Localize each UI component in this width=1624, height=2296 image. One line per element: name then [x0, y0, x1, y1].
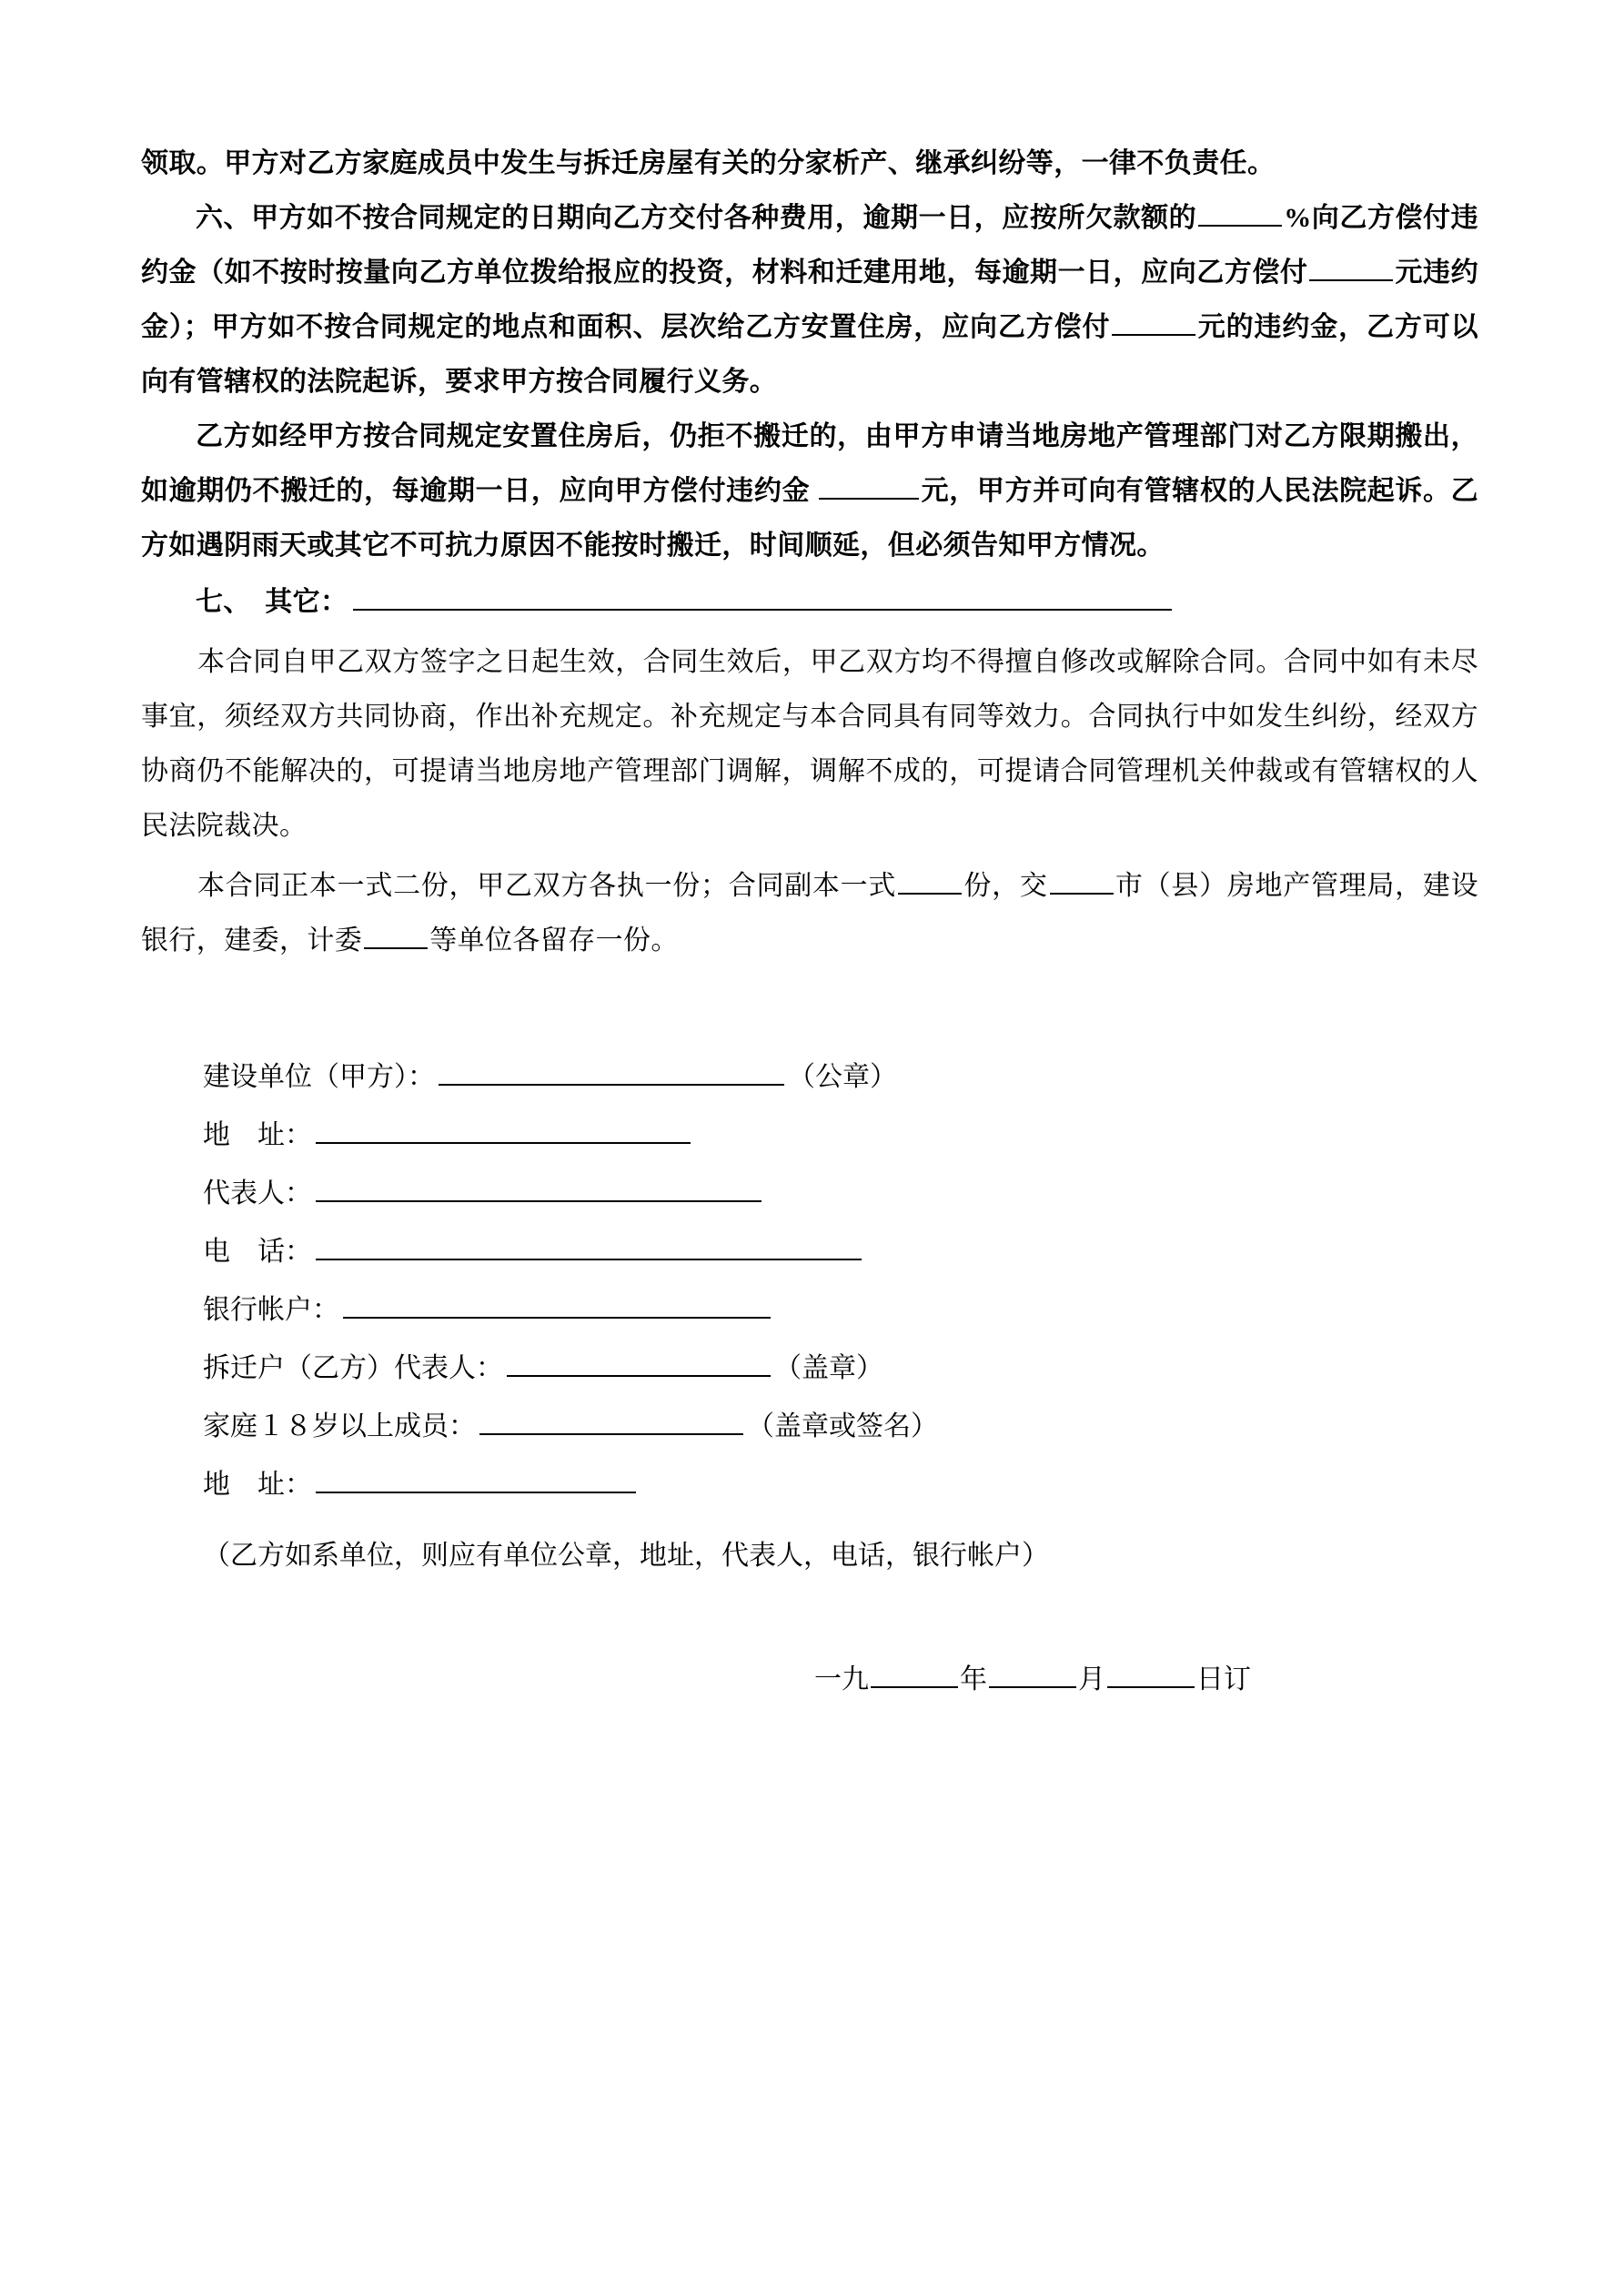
signature-suffix-yifang-rep: （盖章）	[774, 1353, 883, 1383]
date-line	[141, 1653, 1478, 1707]
signature-label-bank-account: 银行帐户：	[203, 1295, 339, 1325]
clause-six-blank-amount-2[interactable]	[1112, 307, 1195, 336]
paragraph-carryover	[141, 137, 1478, 191]
signature-label-phone: 电 话：	[203, 1237, 312, 1267]
signature-suffix-family-members: （盖章或签名）	[747, 1411, 938, 1441]
signature-label-address-2: 地 址：	[203, 1470, 312, 1500]
date-label-year: 年	[960, 1664, 987, 1694]
clause-seven-label: 七、 其它：	[196, 587, 348, 617]
signature-suffix-jiafang: （公章）	[788, 1062, 897, 1092]
signature-row-jiafang	[203, 1048, 1478, 1107]
signature-label-family-members: 家庭１８岁以上成员：	[203, 1411, 476, 1441]
signature-row-address-2	[203, 1456, 1478, 1514]
paragraph-effectiveness	[141, 635, 1478, 854]
signature-row-family-members	[203, 1398, 1478, 1456]
paragraph-effectiveness-text: 本合同自甲乙双方签字之日起生效，合同生效后，甲乙双方均不得擅自修改或解除合同。合同中如有未尽事宜，须经双方共同协商，作出补充规定。补充规定与本合同具有同等效力。合同执行中如发生纠纷，经双方协商仍不能解决的，可提请当地房地产管理部门调解，调解不成的，可提请合同管理机关仲裁或有管辖权的人民法院裁决。	[141, 647, 1478, 841]
yifang-seg-1: 乙方如经甲方按合同规定安置住房后，仍拒不搬迁的，由甲方申请当地房地产管理部门对乙方限期搬出，如逾期仍不搬迁的，每逾期一日，应向甲方偿付违约金	[141, 421, 1478, 506]
signature-block	[141, 1048, 1478, 1585]
date-label-month: 月	[1078, 1664, 1105, 1694]
signature-rule-yifang-rep[interactable]	[507, 1348, 771, 1377]
signature-row-phone	[203, 1223, 1478, 1281]
signature-rule-address-2[interactable]	[316, 1464, 636, 1493]
clause-six-seg-1: 六、甲方如不按合同规定的日期向乙方交付各种费用，逾期一日，应按所欠款额的	[196, 203, 1197, 233]
copies-seg-3: 市（县）房地产管理局，建设银行，建委，计委	[141, 871, 1479, 956]
clause-six-blank-percent[interactable]	[1198, 197, 1282, 227]
date-blank-month[interactable]	[989, 1659, 1076, 1688]
signature-rule-jiafang[interactable]	[439, 1057, 784, 1086]
paragraph-clause-seven	[141, 575, 1478, 630]
yifang-seg-2: 元，甲方并可向有管辖权的人民法院起诉。乙方如遇阴雨天或其它不可抗力原因不能按时搬迁，时间顺延，但必须告知甲方情况。	[141, 476, 1479, 561]
signature-rule-family-members[interactable]	[479, 1406, 743, 1435]
signature-rule-representative[interactable]	[316, 1173, 762, 1202]
signature-label-jiafang: 建设单位（甲方）：	[203, 1062, 435, 1092]
paragraph-yifang-obligation	[141, 410, 1478, 573]
clause-six-blank-amount-1[interactable]	[1309, 252, 1393, 281]
document-body	[141, 137, 1478, 1707]
copies-blank-units[interactable]	[364, 920, 428, 949]
copies-seg-1: 本合同正本一式二份，甲乙双方各执一份；合同副本一式	[197, 871, 897, 901]
signature-row-address-1	[203, 1107, 1478, 1165]
signature-label-yifang-rep: 拆迁户（乙方）代表人：	[203, 1353, 503, 1383]
date-blank-day[interactable]	[1107, 1659, 1195, 1688]
date-label-day: 日订	[1196, 1664, 1251, 1694]
paragraph-clause-six	[141, 191, 1478, 410]
signature-label-address-1: 地 址：	[203, 1120, 312, 1150]
copies-blank-city[interactable]	[1050, 865, 1114, 895]
signature-rule-bank-account[interactable]	[343, 1290, 771, 1319]
paragraph-carryover-text: 领取。甲方对乙方家庭成员中发生与拆迁房屋有关的分家析产、继承纠纷等，一律不负责任。	[141, 148, 1276, 178]
clause-six-seg-3: 元违约金）；甲方如不按合同规定的地点和面积、层次给乙方安置住房，应向乙方偿付	[141, 258, 1478, 342]
signature-row-representative	[203, 1165, 1478, 1223]
signature-rule-address-1[interactable]	[316, 1115, 691, 1144]
signature-row-bank-account	[203, 1281, 1478, 1340]
date-blank-year[interactable]	[871, 1659, 958, 1688]
signature-label-representative: 代表人：	[203, 1178, 312, 1209]
copies-seg-2: 份，交	[963, 871, 1048, 901]
signature-row-yifang-rep	[203, 1340, 1478, 1398]
signature-rule-phone[interactable]	[316, 1231, 862, 1260]
signature-note: （乙方如系单位，则应有单位公章，地址，代表人，电话，银行帐户）	[203, 1541, 1049, 1571]
clause-six-seg-2: %向乙方偿付违约金（如不按时按量向乙方单位拨给报应的投资，材料和迁建用地，每逾期一日，应向乙方偿付	[141, 203, 1478, 288]
paragraph-copies	[141, 859, 1478, 968]
yifang-blank-penalty[interactable]	[819, 470, 919, 500]
copies-blank-count[interactable]	[898, 865, 962, 895]
date-prefix: 一九	[814, 1664, 869, 1694]
clause-seven-rule[interactable]	[353, 582, 1172, 611]
copies-seg-4: 等单位各留存一份。	[429, 925, 679, 956]
clause-six-seg-4: 元的违约金，乙方可以向有管辖权的法院起诉，要求甲方按合同履行义务。	[141, 312, 1479, 397]
